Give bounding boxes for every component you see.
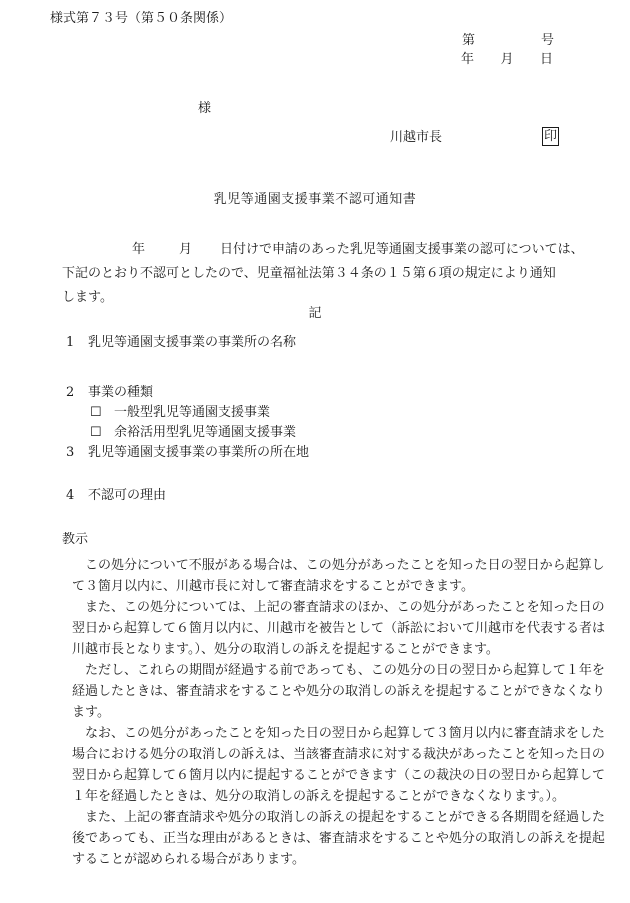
intro-line-1-rest: 日付けで申請のあった乳児等通園支援事業の認可については、 <box>220 242 584 257</box>
item-number: 1 <box>66 335 75 350</box>
intro-line-1 <box>62 238 610 262</box>
document-number-line <box>462 34 554 47</box>
item-number: 3 <box>66 445 75 460</box>
intro-paragraph <box>62 238 610 310</box>
intro-year-label: 年 <box>132 242 146 257</box>
instruction-paragraph: この処分について不服がある場合は、この処分があったことを知った日の翌日から起算して３箇月以内に、川越市長に対して審査請求をすることができます。 <box>72 558 605 594</box>
addressee-honorific: 様 <box>198 101 212 116</box>
instruction-paragraph: なお、この処分があったことを知った日の翌日から起算して３箇月以内に審査請求をした場合における処分の取消しの訴えは、当該審査請求に対する裁決があったことを知った日の翌日から起算して６箇月以内に提起することができます（この裁決の日の翌日から起算して１年を経過したときは、処分の取消しの訴えを提起することができなくなります。）。 <box>72 726 606 804</box>
item-facility-name <box>66 336 296 349</box>
number-suffix: 号 <box>540 33 554 48</box>
business-type-surplus <box>90 426 296 439</box>
item-number: 4 <box>66 488 75 503</box>
document-title: 乳児等通園支援事業不認可通知書 <box>213 192 417 207</box>
instruction-body <box>72 555 606 870</box>
item-label: 事業の種類 <box>88 385 154 400</box>
date-year: 年 <box>461 52 475 67</box>
item-number: 2 <box>66 385 75 400</box>
seal-mark: 印 <box>544 129 558 144</box>
business-type-label: 一般型乳児等通園支援事業 <box>114 405 271 420</box>
business-type-label: 余裕活用型乳児等通園支援事業 <box>114 425 297 440</box>
item-label: 不認可の理由 <box>88 488 167 503</box>
business-type-general <box>90 406 270 419</box>
item-label: 乳児等通園支援事業の事業所の名称 <box>88 335 297 350</box>
intro-line-3: します。 <box>62 290 113 305</box>
number-prefix: 第 <box>462 33 476 48</box>
date-line <box>461 53 553 66</box>
instruction-paragraph: ただし、これらの期間が経過する前であっても、この処分の日の翌日から起算して１年を経過したときは、審査請求をすることや処分の取消しの訴えを提起することができなくなります。 <box>72 663 606 720</box>
checkbox-icon[interactable]: ☐ <box>90 425 102 440</box>
ki-heading: 記 <box>308 306 322 321</box>
intro-month-label: 月 <box>179 242 193 257</box>
checkbox-icon[interactable]: ☐ <box>90 405 102 420</box>
form-number: 様式第７３号（第５０条関係） <box>50 11 233 26</box>
sender-name: 川越市長 <box>390 130 443 145</box>
instruction-heading: 教示 <box>62 532 89 547</box>
item-business-type <box>66 386 153 399</box>
item-rejection-reason <box>66 489 166 502</box>
item-facility-address <box>66 446 309 459</box>
instruction-paragraph: また、この処分については、上記の審査請求のほか、この処分があったことを知った日の翌日から起算して６箇月以内に、川越市を被告として（訴訟において川越市を代表する者は川越市長となります。）、処分の取消しの訴えを提起することができます。 <box>72 600 606 657</box>
instruction-paragraph: また、上記の審査請求や処分の取消しの訴えの提起をすることができる各期間を経過した後であっても、正当な理由があるときは、審査請求をすることや処分の取消しの訴えを提起することが認められる場合があります。 <box>72 810 606 867</box>
date-day: 日 <box>539 52 553 67</box>
date-month: 月 <box>500 52 514 67</box>
item-label: 乳児等通園支援事業の事業所の所在地 <box>88 445 310 460</box>
intro-line-2: 下記のとおり不認可としたので、児童福祉法第３４条の１５第６項の規定により通知 <box>62 266 556 281</box>
